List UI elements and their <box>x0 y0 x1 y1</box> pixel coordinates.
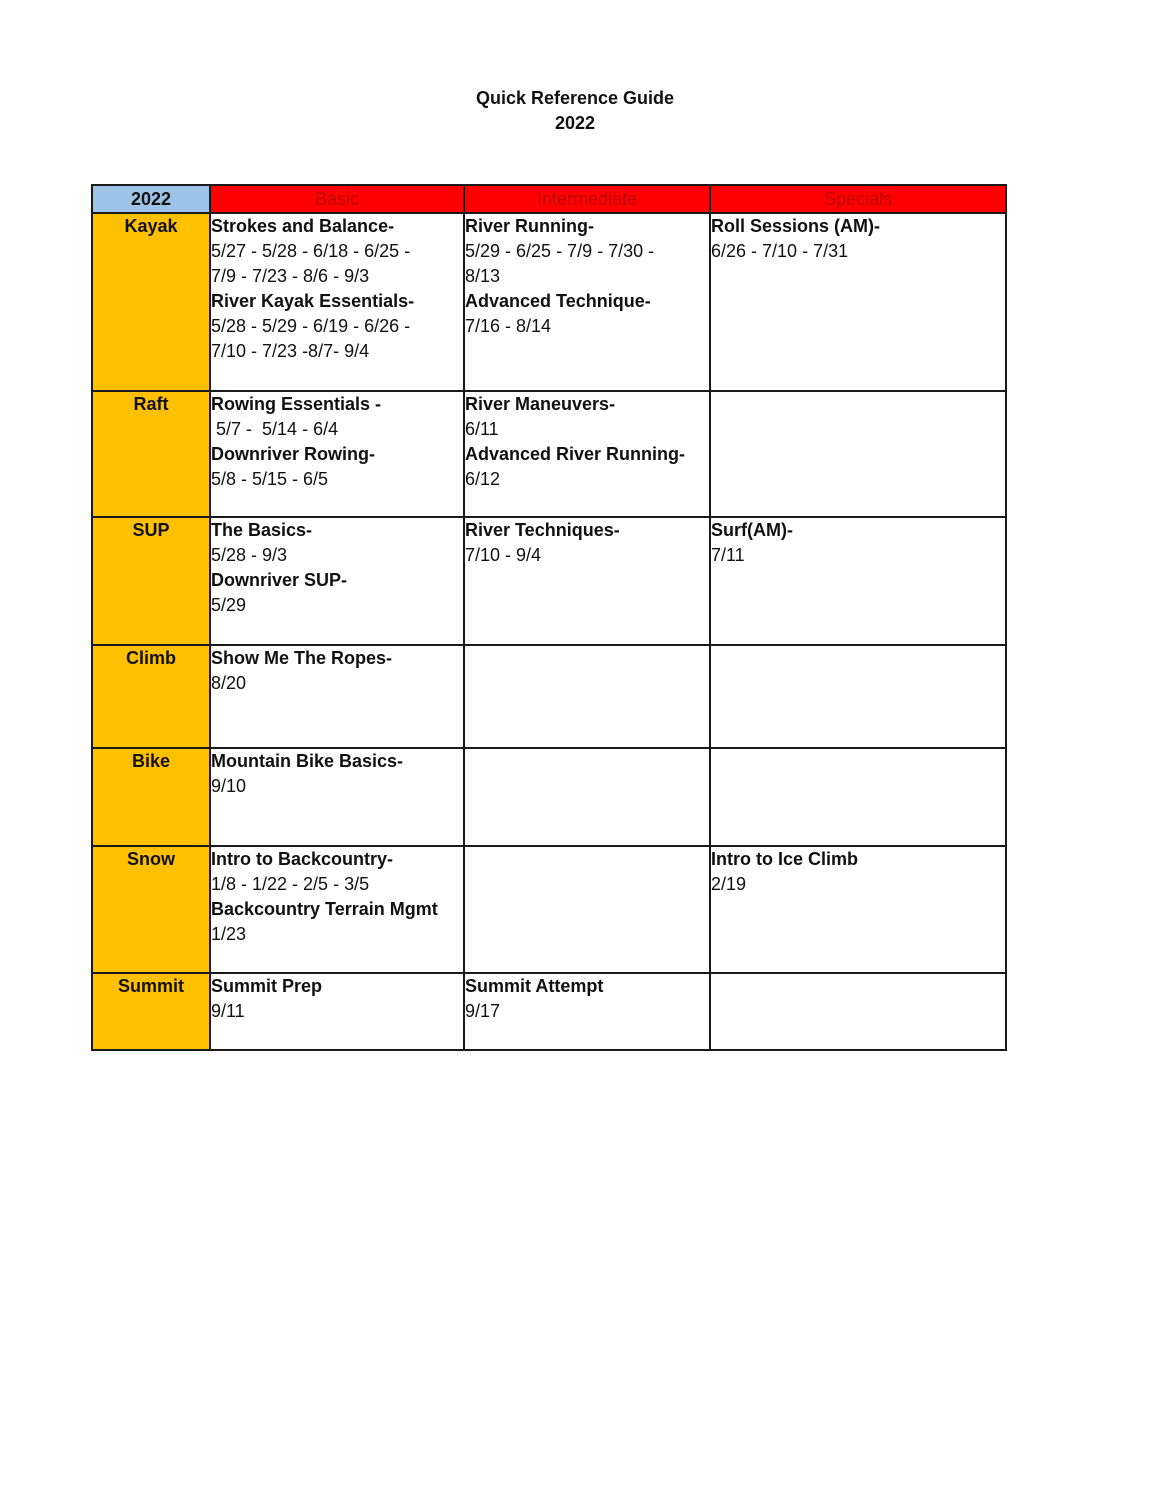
header-specials: Specials <box>710 185 1006 213</box>
course-name: Summit Prep <box>211 976 323 996</box>
course-dates: 5/8 - 5/15 - 6/5 <box>211 469 329 489</box>
course-dates: 6/12 <box>465 469 501 489</box>
course-name: Roll Sessions (AM)- <box>711 216 881 236</box>
document-title <box>0 86 1150 136</box>
cell-intermediate <box>464 748 710 846</box>
course-dates: 1/23 <box>211 924 247 944</box>
course-name: Summit Attempt <box>465 976 604 996</box>
activity-label: Snow <box>92 846 210 973</box>
course-dates: 5/29 - 6/25 - 7/9 - 7/30 - 8/13 <box>465 241 655 286</box>
course-dates: 6/26 - 7/10 - 7/31 <box>711 241 849 261</box>
course-dates: 2/19 <box>711 874 747 894</box>
course-name: Backcountry Terrain Mgmt <box>211 899 438 919</box>
cell-specials <box>710 391 1006 517</box>
course-name: Strokes and Balance- <box>211 216 395 236</box>
course-name: The Basics- <box>211 520 313 540</box>
header-year: 2022 <box>92 185 210 213</box>
cell-basic <box>210 748 464 846</box>
activity-label: Bike <box>92 748 210 846</box>
course-dates: 6/11 <box>465 419 499 439</box>
cell-specials <box>710 748 1006 846</box>
cell-intermediate <box>464 391 710 517</box>
table-row <box>92 846 1006 973</box>
course-dates: 9/11 <box>211 1001 245 1021</box>
cell-intermediate <box>464 517 710 645</box>
course-name: River Running- <box>465 216 594 236</box>
cell-specials <box>710 846 1006 973</box>
course-name: Advanced Technique- <box>465 291 651 311</box>
course-dates: 1/8 - 1/22 - 2/5 - 3/5 <box>211 874 370 894</box>
cell-basic <box>210 973 464 1050</box>
cell-intermediate <box>464 213 710 391</box>
course-name: River Maneuvers- <box>465 394 616 414</box>
cell-basic <box>210 846 464 973</box>
cell-basic <box>210 391 464 517</box>
course-name: Downriver Rowing- <box>211 444 376 464</box>
course-name: Intro to Backcountry- <box>211 849 394 869</box>
header-intermediate: Intermediate <box>464 185 710 213</box>
course-dates: 5/7 - 5/14 - 6/4 <box>211 419 339 439</box>
cell-specials <box>710 517 1006 645</box>
cell-specials <box>710 645 1006 748</box>
course-name: Surf(AM)- <box>711 520 793 540</box>
table-row <box>92 645 1006 748</box>
table-row <box>92 973 1006 1050</box>
activity-label: Summit <box>92 973 210 1050</box>
activity-label: SUP <box>92 517 210 645</box>
title-line-2: 2022 <box>554 113 596 133</box>
title-line-1: Quick Reference Guide <box>475 88 675 108</box>
activity-label: Kayak <box>92 213 210 391</box>
course-dates: 9/17 <box>465 1001 501 1021</box>
course-name: Show Me The Ropes- <box>211 648 393 668</box>
table-row <box>92 517 1006 645</box>
course-dates: 5/27 - 5/28 - 6/18 - 6/25 - 7/9 - 7/23 - 8/6 - 9/3 <box>211 241 411 286</box>
course-name: Mountain Bike Basics- <box>211 751 404 771</box>
cell-intermediate <box>464 973 710 1050</box>
table-body <box>92 213 1006 1050</box>
cell-specials <box>710 973 1006 1050</box>
course-name: Downriver SUP- <box>211 570 348 590</box>
schedule-table <box>91 184 1007 1051</box>
course-name: Intro to Ice Climb <box>711 849 859 869</box>
cell-intermediate <box>464 846 710 973</box>
course-name: Rowing Essentials - <box>211 394 382 414</box>
course-dates: 7/11 <box>711 545 745 565</box>
course-name: River Techniques- <box>465 520 620 540</box>
cell-specials <box>710 213 1006 391</box>
table-row <box>92 391 1006 517</box>
table-row <box>92 748 1006 846</box>
cell-basic <box>210 213 464 391</box>
table-row <box>92 213 1006 391</box>
course-dates: 9/10 <box>211 776 247 796</box>
header-row <box>92 185 1006 213</box>
course-name: River Kayak Essentials- <box>211 291 415 311</box>
activity-label: Climb <box>92 645 210 748</box>
course-dates: 5/29 <box>211 595 247 615</box>
course-dates: 7/10 - 9/4 <box>465 545 542 565</box>
course-dates: 8/20 <box>211 673 247 693</box>
cell-intermediate <box>464 645 710 748</box>
course-dates: 5/28 - 9/3 <box>211 545 288 565</box>
header-basic: Basic <box>210 185 464 213</box>
cell-basic <box>210 517 464 645</box>
activity-label: Raft <box>92 391 210 517</box>
course-dates: 7/16 - 8/14 <box>465 316 552 336</box>
cell-basic <box>210 645 464 748</box>
course-name: Advanced River Running- <box>465 444 686 464</box>
course-dates: 5/28 - 5/29 - 6/19 - 6/26 - 7/10 - 7/23 -8/7- 9/4 <box>211 316 411 361</box>
